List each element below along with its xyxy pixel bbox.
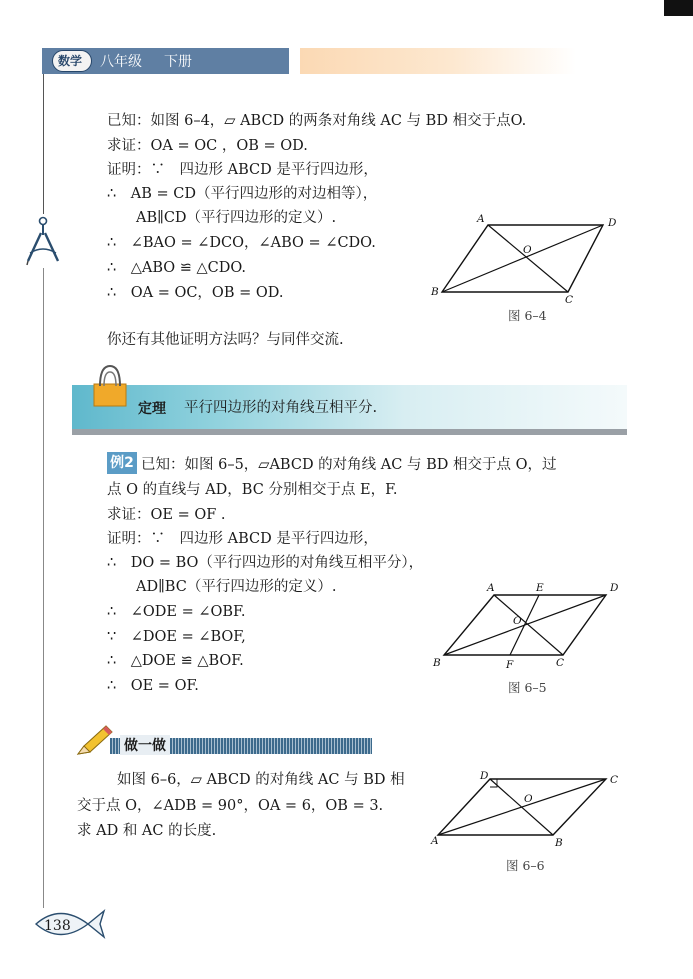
example-given: 点 O 的直线与 AD，BC 分别相交于点 E，F.	[107, 482, 398, 498]
corner-mark	[664, 0, 693, 16]
proof-line: AB∥CD（平行四边形的定义）.	[107, 210, 337, 226]
proof-line: ∴ △ABO ≌ △CDO.	[107, 260, 247, 276]
activity-title: 做一做	[120, 735, 170, 755]
pencil-icon	[74, 724, 114, 758]
vertex-label: D	[480, 770, 489, 782]
vertex-label: A	[487, 582, 495, 594]
figure-6-6	[428, 765, 628, 855]
vertex-label: D	[610, 582, 619, 594]
proof-line: ∴ OA = OC，OB = OD.	[107, 285, 284, 301]
vertex-label: O	[513, 615, 522, 627]
proof-line: ∴ AB = CD（平行四边形的对边相等），	[107, 186, 378, 202]
activity-text: 如图 6–6，▱ ABCD 的对角线 AC 与 BD 相	[117, 772, 405, 788]
figure-caption: 图 6–5	[508, 680, 547, 695]
vertex-label: B	[555, 837, 563, 849]
proof-line: ∴ ∠ODE = ∠OBF.	[107, 604, 246, 620]
vertex-label: C	[565, 294, 574, 305]
discussion-question: 你还有其他证明方法吗？与同伴交流.	[107, 332, 344, 348]
vertex-label: B	[431, 286, 439, 298]
proof-line: ∴ ∠BAO = ∠DCO，∠ABO = ∠CDO.	[107, 235, 376, 251]
margin-rule	[43, 74, 44, 214]
proof-line: 证明：∵ 四边形 ABCD 是平行四边形，	[107, 162, 378, 178]
vertex-label: O	[523, 244, 532, 256]
figure-6-4	[428, 210, 628, 305]
header-decor	[300, 48, 576, 74]
vertex-label: O	[524, 793, 533, 805]
vertex-label: F	[506, 659, 514, 671]
proof-line: 证明：∵ 四边形 ABCD 是平行四边形，	[107, 531, 378, 547]
figure-caption: 图 6–6	[506, 858, 545, 873]
volume-label: 下册	[164, 54, 192, 70]
prove-text: 求证：OA = OC ，OB = OD.	[107, 138, 308, 154]
vertex-label: C	[610, 774, 619, 786]
vertex-label: E	[536, 582, 544, 594]
theorem-label: 定理	[138, 401, 166, 417]
example-given: 已知：如图 6–5，▱ABCD 的对角线 AC 与 BD 相交于点 O，过	[141, 457, 557, 473]
proof-line: ∴ △DOE ≌ △BOF.	[107, 653, 244, 669]
page-number: 138	[44, 918, 71, 934]
figure-6-5	[428, 578, 628, 673]
margin-rule	[43, 268, 44, 908]
binder-clip-icon	[90, 362, 130, 410]
vertex-label: C	[556, 657, 565, 669]
vertex-label: B	[433, 657, 441, 669]
figure-caption: 图 6–4	[508, 308, 547, 323]
activity-text: 交于点 O，∠ADB = 90°，OA = 6，OB = 3.	[77, 798, 384, 814]
proof-line: ∴ DO = BO（平行四边形的对角线互相平分），	[107, 555, 424, 571]
compass-icon	[20, 215, 66, 267]
given-text: 已知：如图 6–4，▱ ABCD 的两条对角线 AC 与 BD 相交于点O.	[107, 113, 527, 129]
example-badge: 例2	[107, 452, 137, 474]
vertex-label: D	[608, 217, 617, 229]
subject-label: 数学	[58, 54, 83, 68]
theorem-text: 平行四边形的对角线互相平分.	[184, 400, 378, 416]
proof-line: ∴ OE = OF.	[107, 678, 199, 694]
vertex-label: A	[477, 213, 485, 225]
activity-text: 求 AD 和 AC 的长度.	[77, 823, 217, 839]
vertex-label: A	[431, 835, 439, 847]
grade-label: 八年级	[100, 54, 142, 70]
example-prove: 求证：OE = OF .	[107, 507, 226, 523]
proof-line: ∵ ∠DOE = ∠BOF,	[107, 629, 246, 645]
proof-line: AD∥BC（平行四边形的定义）.	[107, 579, 337, 595]
